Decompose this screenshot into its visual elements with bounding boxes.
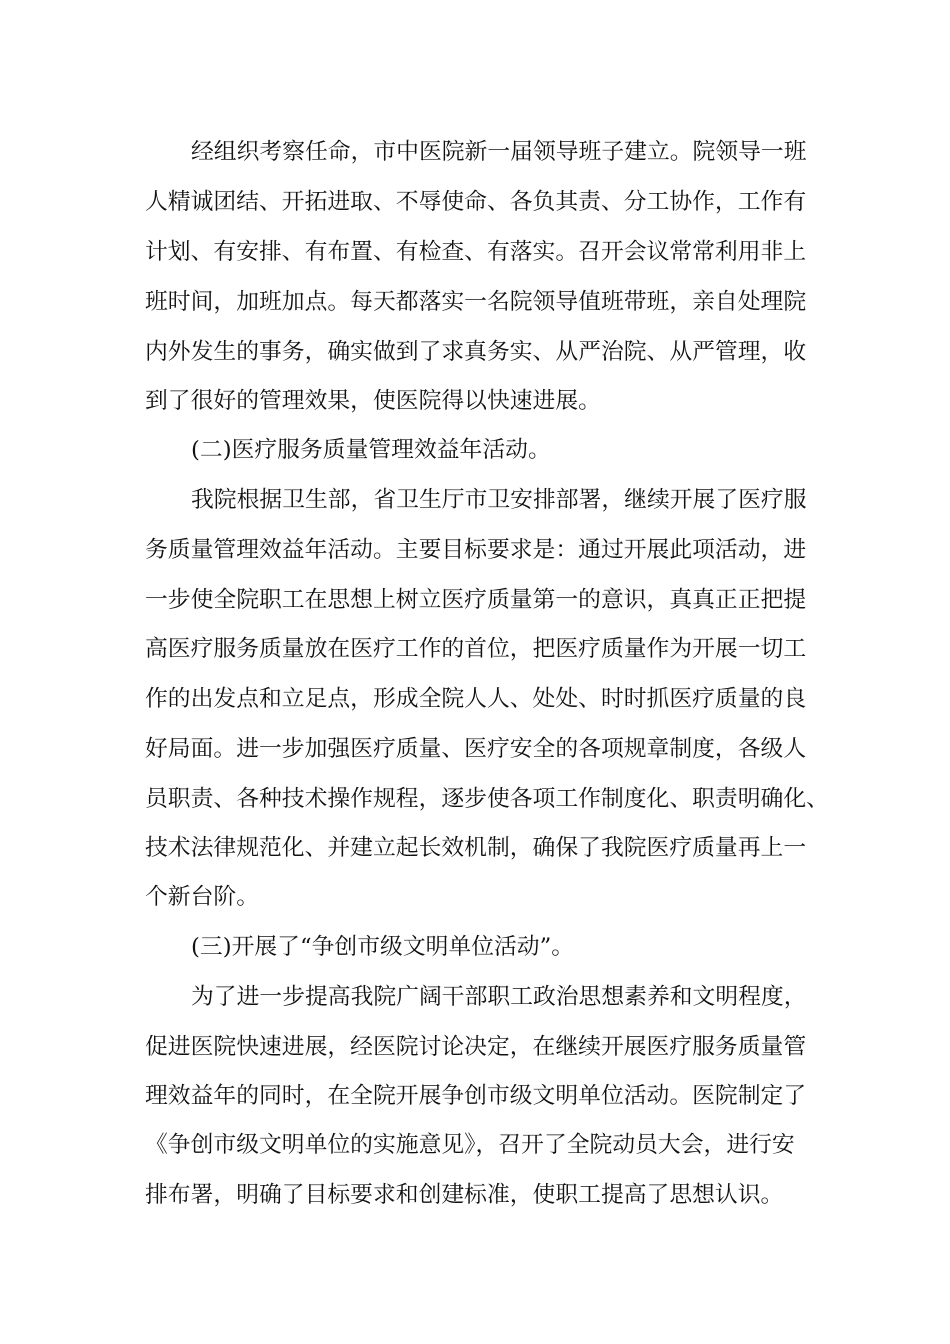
paragraph-line: 人精诚团结、开拓进取、不辱使命、各负其责、分工协作，工作有 xyxy=(145,189,807,215)
paragraph-line: 员职责、各种技术操作规程，逐步使各项工作制度化、职责明确化、 xyxy=(145,786,829,812)
paragraph-line: 一步使全院职工在思想上树立医疗质量第一的意识，真真正正把提 xyxy=(145,587,807,613)
paragraph-line: 班时间，加班加点。每天都落实一名院领导值班带班，亲自处理院 xyxy=(145,289,807,315)
paragraph-line: 经组织考察任命，市中医院新一届领导班子建立。院领导一班 xyxy=(191,139,807,165)
paragraph-line: 计划、有安排、有布置、有检查、有落实。召开会议常常利用非上 xyxy=(145,239,807,265)
section-heading: (三)开展了“争创市级文明单位活动”。 xyxy=(191,934,575,960)
paragraph-line: 作的出发点和立足点，形成全院人人、处处、时时抓医疗质量的良 xyxy=(145,686,807,712)
paragraph-line: 好局面。进一步加强医疗质量、医疗安全的各项规章制度，各级人 xyxy=(145,736,807,762)
paragraph-line: 到了很好的管理效果，使医院得以快速进展。 xyxy=(145,388,601,414)
paragraph-line: 为了进一步提高我院广阔干部职工政治思想素养和文明程度， xyxy=(191,984,807,1010)
paragraph-line: 高医疗服务质量放在医疗工作的首位，把医疗质量作为开展一切工 xyxy=(145,636,807,662)
section-heading: (二)医疗服务质量管理效益年活动。 xyxy=(191,437,551,463)
paragraph-line: 内外发生的事务，确实做到了求真务实、从严治院、从严管理，收 xyxy=(145,339,807,365)
paragraph-line: 排布署，明确了目标要求和创建标准，使职工提高了思想认识。 xyxy=(145,1182,784,1208)
paragraph-line: 《争创市级文明单位的实施意见》，召开了全院动员大会，进行安 xyxy=(145,1132,795,1158)
paragraph-line: 个新台阶。 xyxy=(145,884,259,910)
paragraph-line: 促进医院快速进展，经医院讨论决定，在继续开展医疗服务质量管 xyxy=(145,1034,807,1060)
paragraph-line: 我院根据卫生部，省卫生厅市卫安排部署，继续开展了医疗服 xyxy=(191,487,807,513)
paragraph-line: 技术法律规范化、并建立起长效机制，确保了我院医疗质量再上一 xyxy=(145,835,807,861)
paragraph-line: 理效益年的同时，在全院开展争创市级文明单位活动。医院制定了 xyxy=(145,1083,807,1109)
paragraph-line: 务质量管理效益年活动。主要目标要求是：通过开展此项活动，进 xyxy=(145,537,807,563)
